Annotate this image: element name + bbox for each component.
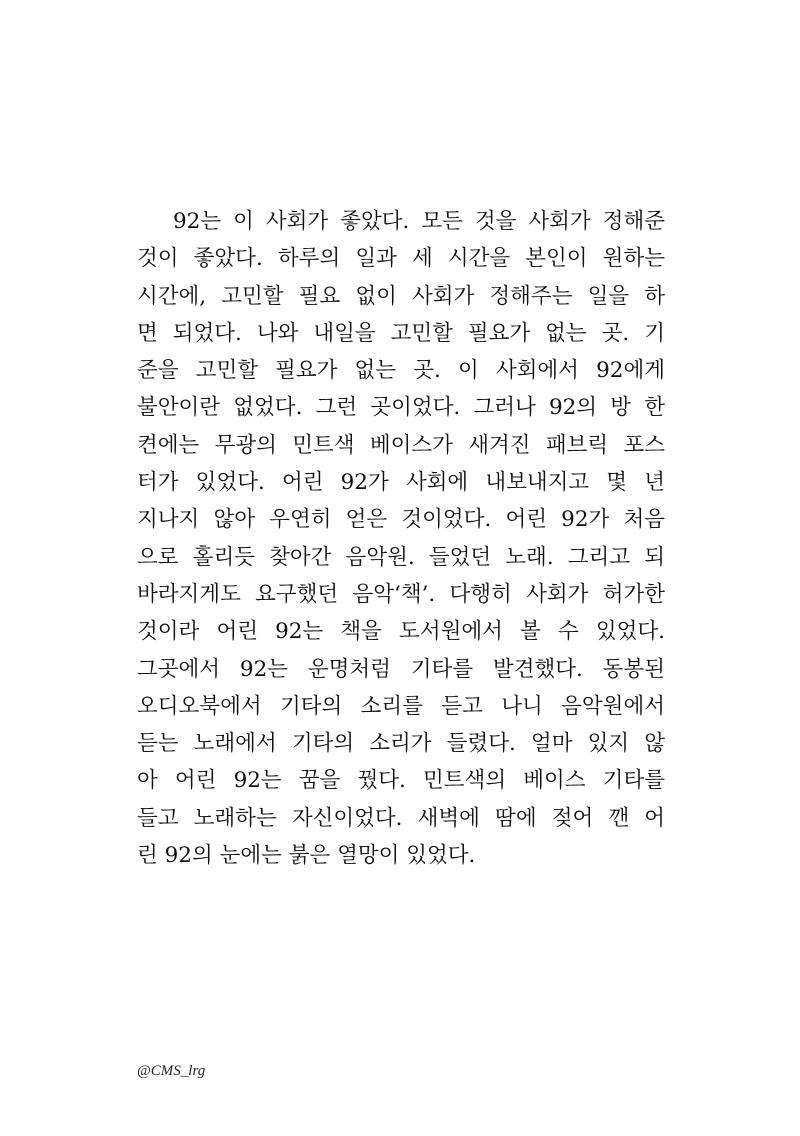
body-paragraph: [137, 203, 665, 874]
text-line: 시간에, 고민할 필요 없이 사회가 정해주는 일을 하: [137, 283, 665, 309]
text-line: 켠에는 무광의 민트색 베이스가 새겨진 패브릭 포스: [137, 432, 665, 458]
text-line: 오디오북에서 기타의 소리를 듣고 나니 음악원에서: [137, 693, 665, 719]
text-line: 준을 고민할 필요가 없는 곳. 이 사회에서 92에게: [137, 358, 665, 384]
text-line: 것이 좋았다. 하루의 일과 세 시간을 본인이 원하는: [137, 246, 665, 272]
text-line: 불안이란 없었다. 그런 곳이었다. 그러나 92의 방 한: [137, 395, 665, 421]
text-line: 지나지 않아 우연히 얻은 것이었다. 어린 92가 처음: [137, 507, 665, 533]
text-line: 92는 이 사회가 좋았다. 모든 것을 사회가 정해준: [173, 209, 665, 234]
text-line: 들고 노래하는 자신이었다. 새벽에 땀에 젖어 깬 어: [137, 805, 665, 831]
text-line: 아 어린 92는 꿈을 꿨다. 민트색의 베이스 기타를: [137, 768, 665, 794]
text-line: 면 되었다. 나와 내일을 고민할 필요가 없는 곳. 기: [137, 320, 665, 346]
text-line: 린 92의 눈에는 붉은 열망이 있었다.: [137, 843, 476, 869]
text-line: 것이라 어린 92는 책을 도서원에서 볼 수 있었다.: [137, 619, 665, 645]
text-line: 으로 홀리듯 찾아간 음악원. 들었던 노래. 그리고 되: [137, 544, 665, 570]
text-line: 그곳에서 92는 운명처럼 기타를 발견했다. 동봉된: [137, 656, 665, 682]
author-signature: @CMS_lrg: [137, 1063, 206, 1079]
text-line: 바라지게도 요구했던 음악‘책’. 다행히 사회가 허가한: [137, 581, 665, 607]
text-line: 터가 있었다. 어린 92가 사회에 내보내지고 몇 년: [137, 470, 665, 496]
text-line: 듣는 노래에서 기타의 소리가 들렸다. 얼마 있지 않: [137, 731, 665, 757]
